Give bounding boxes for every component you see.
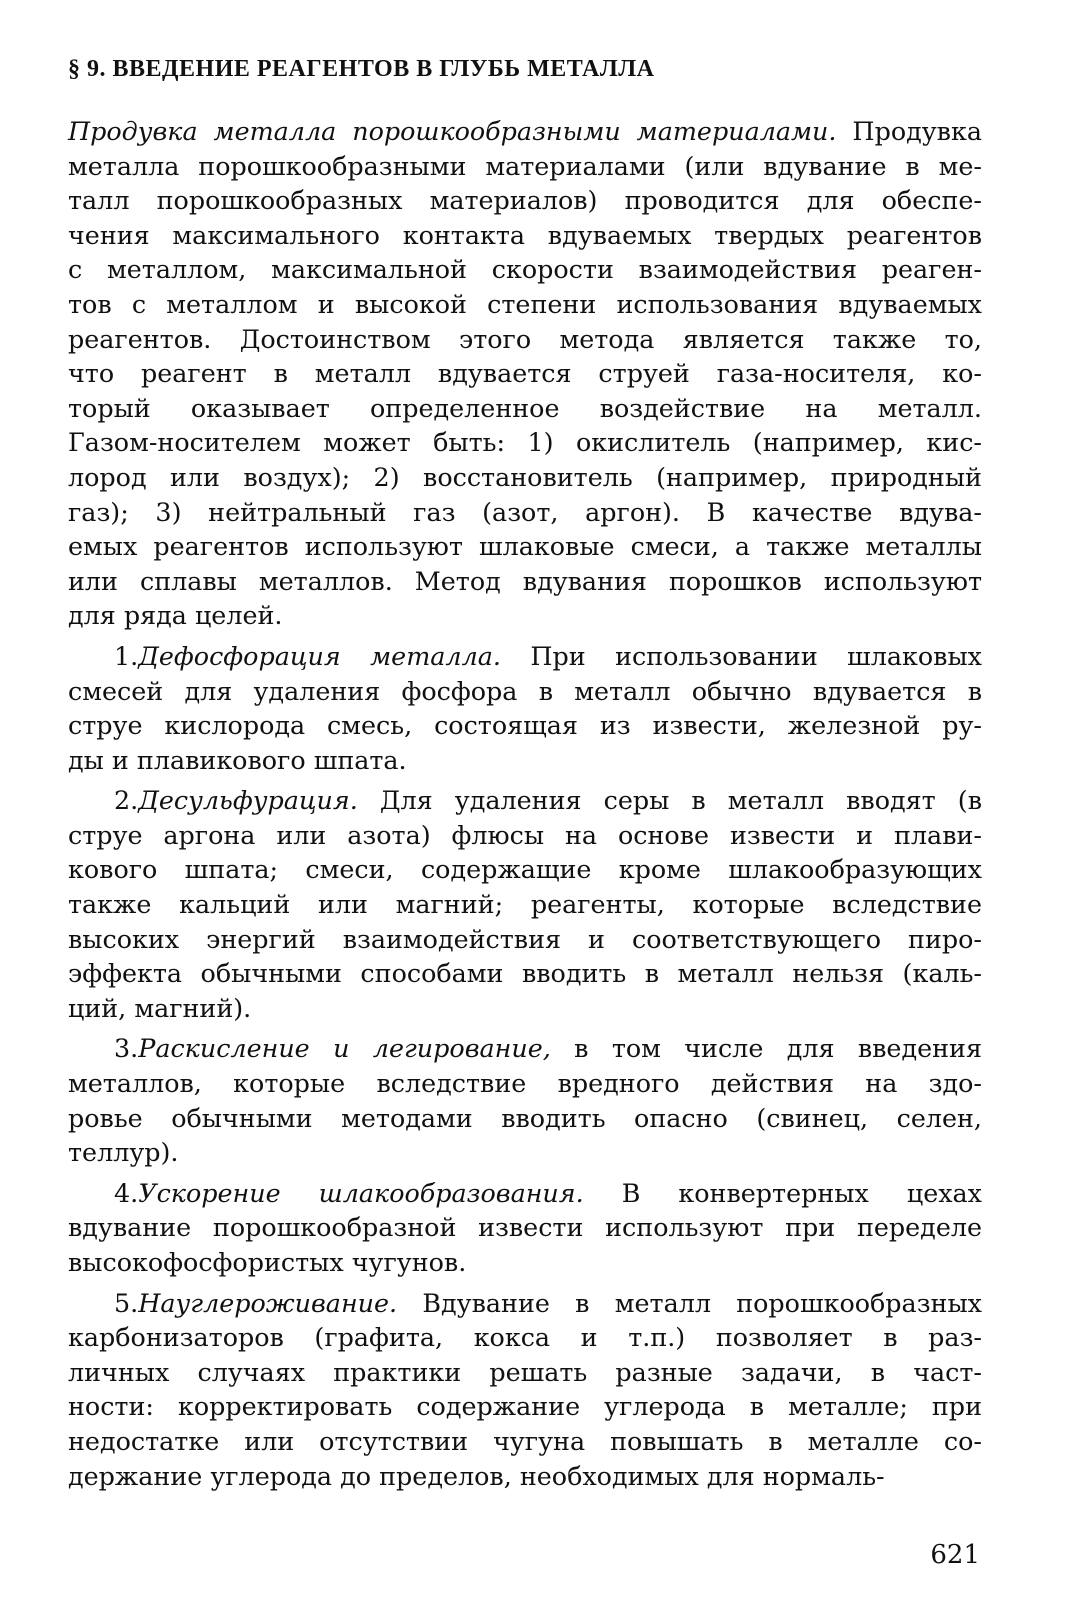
line-text: емых реагентов используют шлаковые смеси, а также металлы <box>68 531 982 562</box>
italic-term: Десульфурация. <box>138 785 358 816</box>
line-text: Газом-носителем может быть: 1) окислитель (например, кис- <box>68 427 982 458</box>
line-text: газ); 3) нейтральный газ (азот, аргон). В качестве вдува- <box>68 496 982 527</box>
italic-term: Продувка металла порошкообразными материалами. <box>68 116 837 146</box>
body-text <box>68 114 982 1493</box>
line-text: струе аргона или азота) флюсы на основе извести и плави- <box>68 819 982 850</box>
text-line <box>68 956 982 991</box>
line-text: эффекта обычными способами вводить в металл нельзя (каль- <box>68 958 982 989</box>
paragraph <box>68 639 982 777</box>
line-text: струе кислорода смесь, состоящая из извести, железной ру- <box>68 710 982 741</box>
text-line <box>68 743 982 778</box>
line-text: с металлом, максимальной скорости взаимодействия реаген- <box>68 254 982 285</box>
text-line <box>68 887 982 922</box>
line-text: кового шпата; смеси, содержащие кроме шлакообразующих <box>68 854 982 885</box>
text-line <box>68 922 982 957</box>
line-text: высокофосфористых чугунов. <box>68 1247 467 1277</box>
text-line <box>68 1389 982 1424</box>
text-line <box>68 1245 982 1280</box>
text-line <box>68 852 982 887</box>
text-line <box>68 991 982 1026</box>
text-line <box>68 495 982 530</box>
list-number: 4. <box>114 1177 139 1208</box>
text-line <box>68 1320 982 1355</box>
text-line <box>68 218 982 253</box>
line-text: чения максимального контакта вдуваемых твердых реагентов <box>68 219 982 250</box>
line-text: недостатке или отсутствии чугуна повышать в металле со- <box>68 1425 982 1456</box>
text-line <box>68 356 982 391</box>
line-text: ды и плавикового шпата. <box>68 744 407 775</box>
paragraph <box>68 783 982 1025</box>
paragraph <box>68 1031 982 1169</box>
line-text: металлов, которые вследствие вредного действия на здо- <box>68 1068 982 1099</box>
text-line <box>68 1424 982 1459</box>
text-line <box>68 564 982 599</box>
line-text: также кальций или магний; реагенты, которые вследствие <box>68 889 982 920</box>
line-text: тов с металлом и высокой степени использования вдуваемых <box>68 288 982 319</box>
line-text: для ряда целей. <box>68 600 283 631</box>
section-heading: § 9. ВВЕДЕНИЕ РЕАГЕНТОВ В ГЛУБЬ МЕТАЛЛА <box>68 56 655 82</box>
text-line <box>68 1286 982 1321</box>
line-text: в том числе для введения <box>550 1033 982 1064</box>
line-text: В конвертерных цехах <box>583 1177 982 1208</box>
line-text: что реагент в металл вдувается струей газа-носителя, ко- <box>68 358 982 389</box>
text-line <box>68 708 982 743</box>
line-text: ности: корректировать содержание углерода в металле; при <box>68 1391 982 1422</box>
line-text: личных случаях практики решать разные задачи, в част- <box>68 1356 982 1387</box>
text-line <box>68 391 982 426</box>
line-text: ций, магний). <box>68 992 252 1023</box>
paragraph <box>68 1176 982 1280</box>
line-text: высоких энергий взаимодействия и соответствующего пиро- <box>68 923 982 954</box>
line-text: вдувание порошкообразной извести используют при переделе <box>68 1212 982 1243</box>
text-line <box>68 639 982 674</box>
text-line <box>68 1135 982 1170</box>
italic-term: Раскисление и легирование, <box>138 1033 551 1064</box>
italic-term: Науглероживание. <box>138 1287 398 1318</box>
text-line <box>68 149 982 184</box>
text-line <box>68 783 982 818</box>
page-number: 621 <box>930 1540 980 1570</box>
line-text: Вдувание в металл порошкообразных <box>397 1287 982 1318</box>
text-line <box>68 598 982 633</box>
line-text: теллур). <box>68 1137 179 1168</box>
paragraph <box>68 1286 982 1494</box>
line-text: Для удаления серы в металл вводят (в <box>357 785 982 816</box>
list-number: 1. <box>114 640 139 671</box>
text-line <box>68 287 982 322</box>
italic-term: Дефосфорация металла. <box>138 640 501 671</box>
line-text: металла порошкообразными материалами (или вдувание в ме- <box>68 150 982 181</box>
line-text: Продувка <box>836 116 982 146</box>
text-line <box>68 460 982 495</box>
list-number: 3. <box>114 1033 139 1064</box>
line-text: лород или воздух); 2) восстановитель (например, природный <box>68 461 982 492</box>
text-line <box>68 1066 982 1101</box>
text-line <box>68 114 982 149</box>
text-line <box>68 183 982 218</box>
text-line <box>68 1210 982 1245</box>
text-line <box>68 1176 982 1211</box>
list-number: 2. <box>114 785 139 816</box>
text-line <box>68 322 982 357</box>
line-text: держание углерода до пределов, необходимых для нормаль- <box>68 1460 885 1491</box>
text-line <box>68 529 982 564</box>
text-line <box>68 425 982 460</box>
line-text: ровье обычными методами вводить опасно (свинец, селен, <box>68 1102 982 1133</box>
text-line <box>68 818 982 853</box>
paragraph <box>68 114 982 633</box>
list-number: 5. <box>114 1287 139 1318</box>
line-text: или сплавы металлов. Метод вдувания порошков используют <box>68 565 982 596</box>
text-line <box>68 1355 982 1390</box>
text-line <box>68 674 982 709</box>
text-line <box>68 252 982 287</box>
line-text: При использовании шлаковых <box>500 640 983 671</box>
text-line <box>68 1031 982 1066</box>
line-text: торый оказывает определенное воздействие на металл. <box>68 392 982 423</box>
italic-term: Ускорение шлакообразования. <box>138 1177 584 1208</box>
line-text: смесей для удаления фосфора в металл обычно вдувается в <box>68 675 982 706</box>
line-text: карбонизаторов (графита, кокса и т.п.) позволяет в раз- <box>68 1322 982 1353</box>
line-text: талл порошкообразных материалов) проводится для обеспе- <box>68 185 982 216</box>
text-line <box>68 1459 982 1494</box>
text-line <box>68 1101 982 1136</box>
line-text: реагентов. Достоинством этого метода является также то, <box>68 323 982 354</box>
